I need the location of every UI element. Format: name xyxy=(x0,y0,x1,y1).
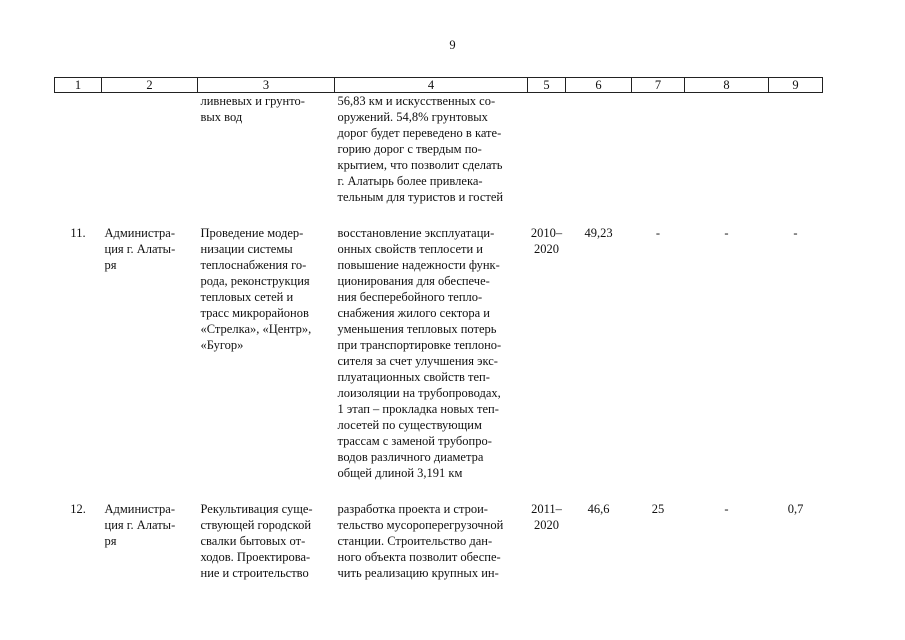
row-result: восстановление эксплуатаци- онных свойств теплосети и повышение надежности функ- ционирования для обеспече- ния бесперебойного тепло- снабжения жилого сектора и уменьшения тепловых потерь при транспортировке теплоно- сителя за счет улучшения экс- плуатационных свойств теп- лоизоляции на трубопроводах, 1 этап – прокладка новых теп- лосетей по существующим трассам с заменой трубопро- водов различного диаметра общей длиной 3,191 км xyxy=(337,226,502,480)
row-result: разработка проекта и строи- тельство мусороперегрузочной станции. Строительство дан- ного объекта позволит обеспе- чить реализацию крупных ин- xyxy=(337,502,504,580)
header-col-3: 3 xyxy=(198,78,335,93)
row-col-6: 49,23 xyxy=(584,226,613,240)
header-col-1: 1 xyxy=(55,78,102,93)
continuation-measure: ливневых и грунто- вых вод xyxy=(200,94,305,124)
row-measure: Рекультивация суще- ствующей городской свалки бытовых от- ходов. Проектирова- ние и строительство xyxy=(200,502,313,580)
continuation-result: 56,83 км и искусственных со- оружений. 54,8% грунтовых дорог будет переведено в кате- горию дорог с твердым по- крытием, что позволит сделать г. Алатырь более привлека- тельным для туристов и гостей xyxy=(337,94,504,204)
row-number: 12. xyxy=(70,502,86,516)
row-period: 2010– 2020 xyxy=(530,226,563,256)
data-table xyxy=(54,77,823,581)
row-col-7: 25 xyxy=(651,502,665,516)
header-col-4: 4 xyxy=(335,78,528,93)
row-number: 11. xyxy=(70,226,86,240)
row-executor: Администра- ция г. Алаты- ря xyxy=(104,226,176,272)
table-row xyxy=(55,225,823,501)
row-col-7: - xyxy=(655,226,661,240)
table-row xyxy=(55,501,823,581)
header-col-8: 8 xyxy=(685,78,769,93)
row-col-6: 46,6 xyxy=(587,502,610,516)
row-col-9: - xyxy=(793,226,798,240)
row-measure: Проведение модер- низации системы теплоснабжения го- рода, реконструкция тепловых сетей и трасс микрорайонов «Стрелка», «Центр», «Бугор» xyxy=(200,226,312,352)
row-period: 2011– 2020 xyxy=(531,502,562,532)
header-col-5: 5 xyxy=(528,78,566,93)
header-col-2: 2 xyxy=(102,78,198,93)
row-col-8: - xyxy=(724,226,729,240)
header-col-7: 7 xyxy=(632,78,685,93)
header-col-6: 6 xyxy=(566,78,632,93)
table-header xyxy=(55,78,823,93)
row-col-8: - xyxy=(724,502,729,516)
continuation-row xyxy=(55,93,823,226)
row-col-9: 0,7 xyxy=(787,502,804,516)
header-col-9: 9 xyxy=(769,78,823,93)
row-executor: Администра- ция г. Алаты- ря xyxy=(104,502,176,548)
page-number: 9 xyxy=(449,38,456,52)
